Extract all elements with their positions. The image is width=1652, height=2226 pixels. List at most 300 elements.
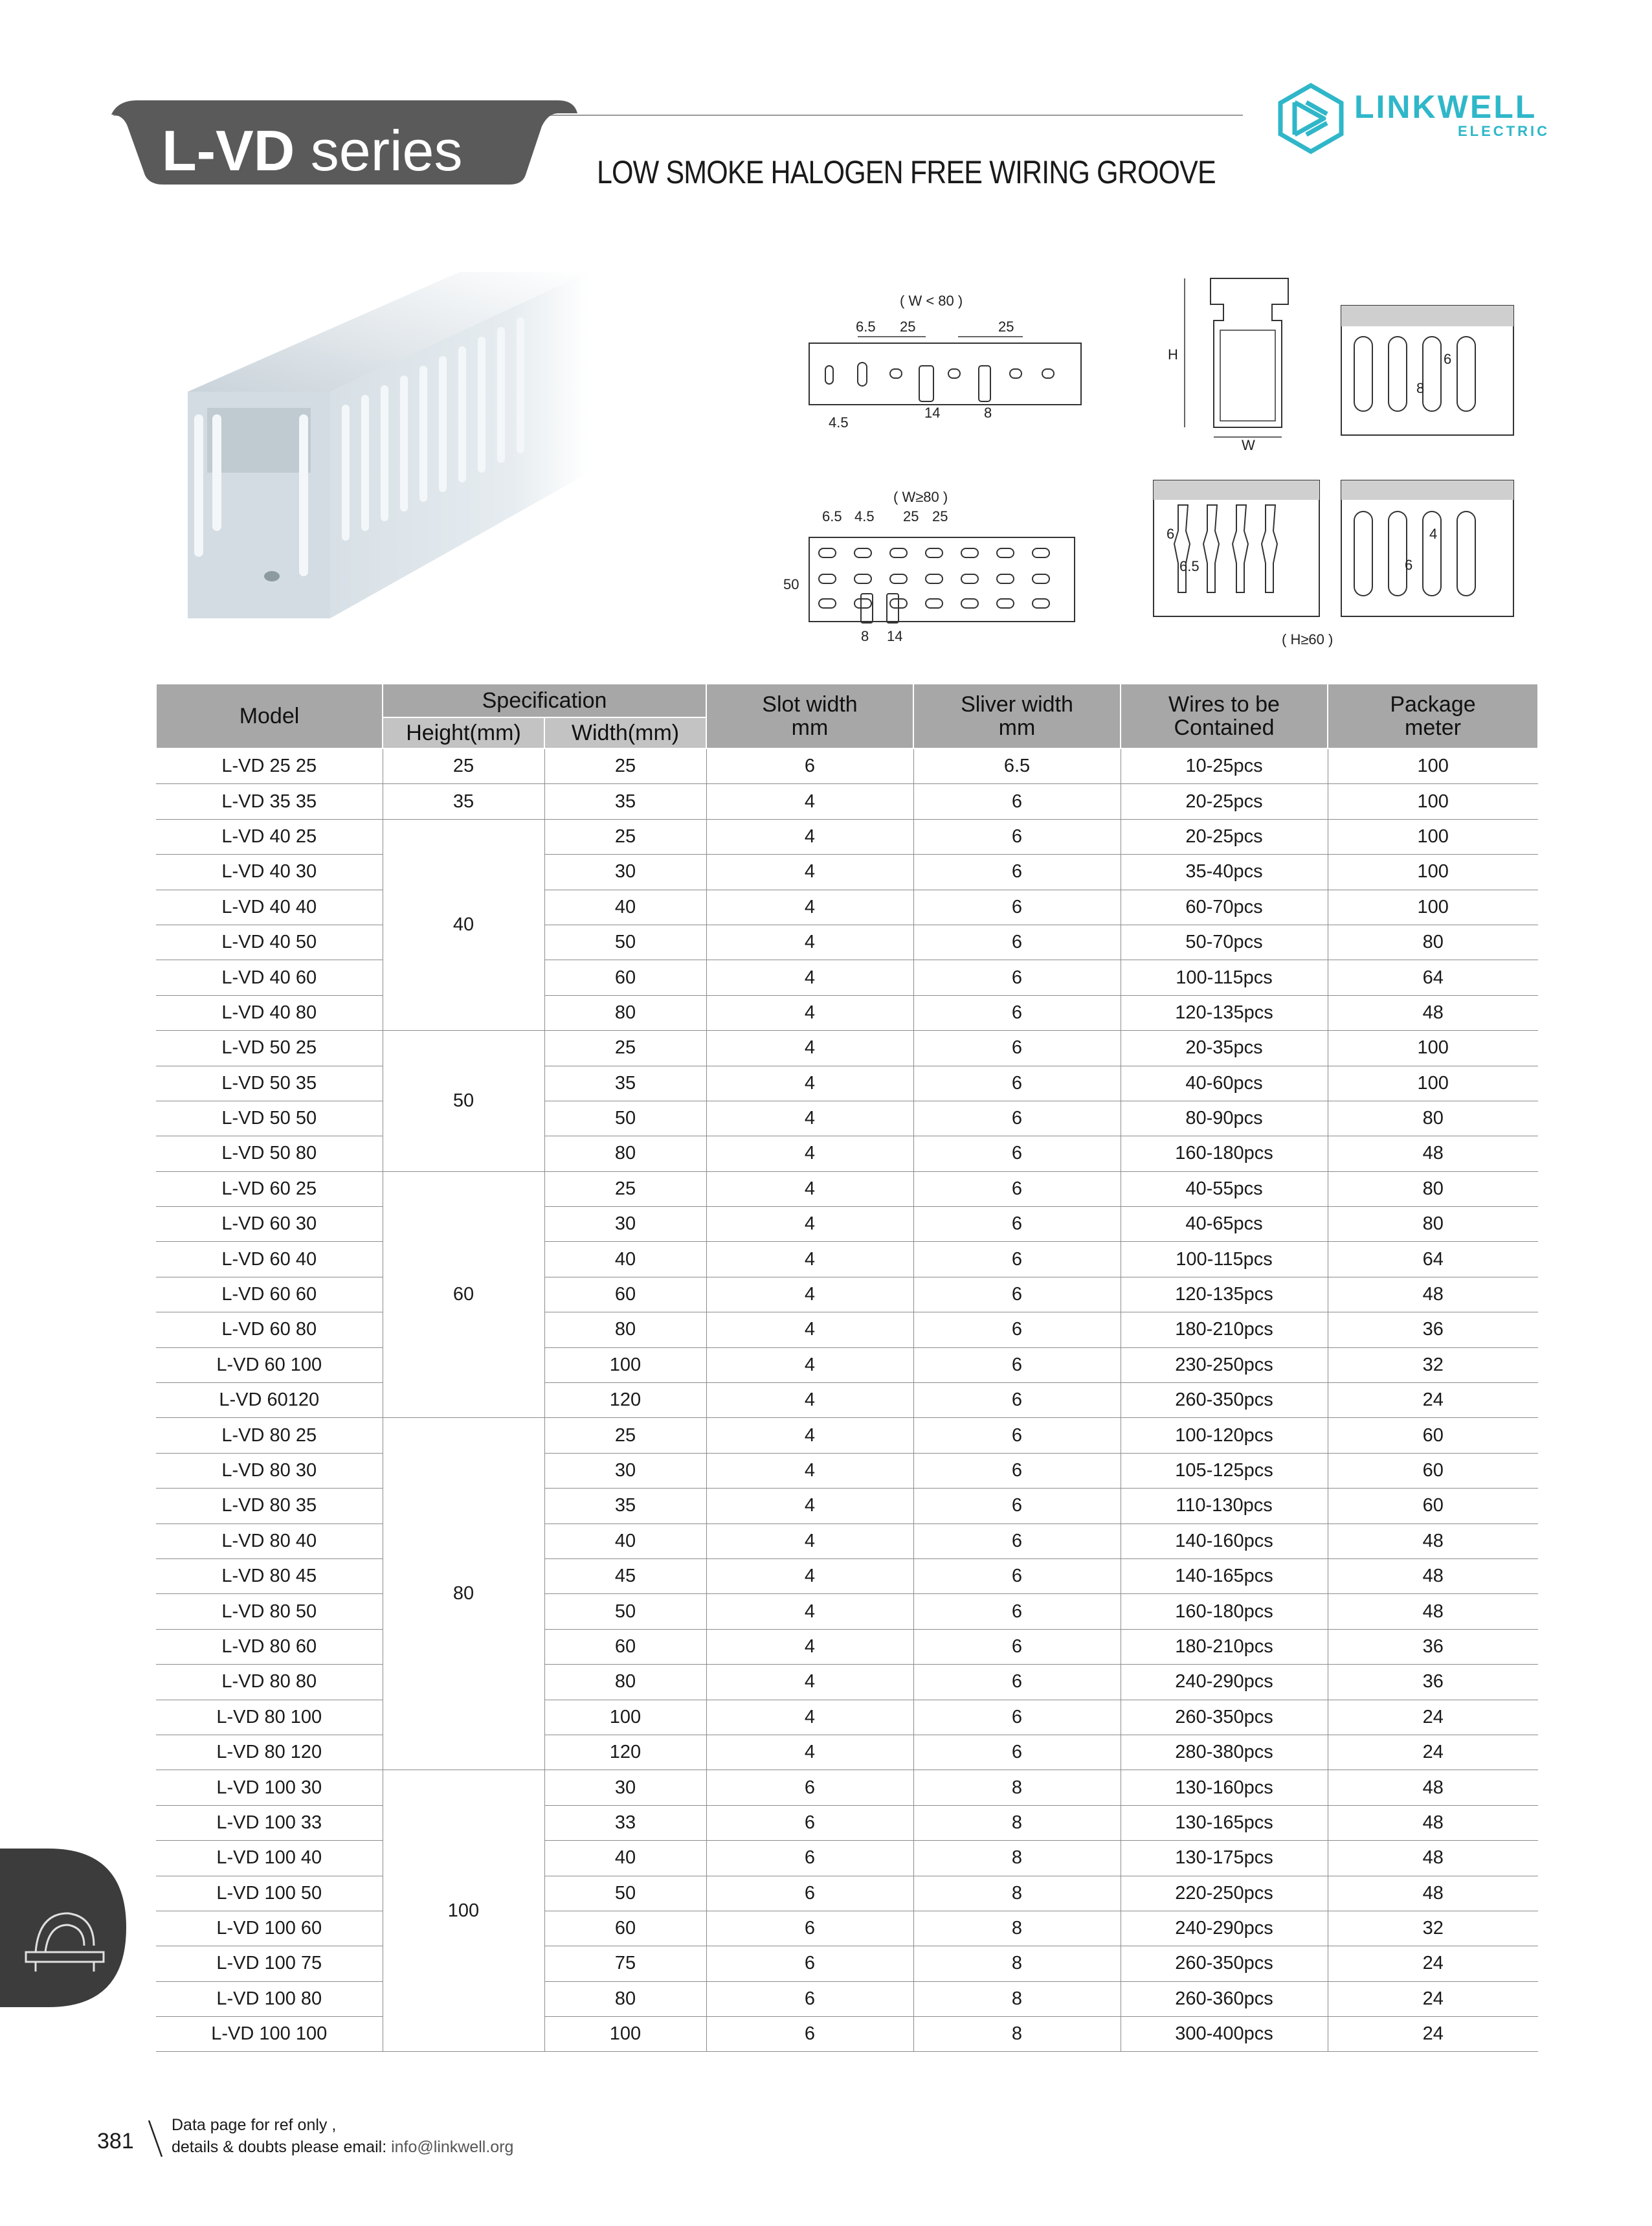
cell-wires: 100-120pcs (1121, 1418, 1328, 1453)
cell-sliver-width: 6 (913, 1489, 1121, 1523)
cell-package: 100 (1328, 1066, 1538, 1101)
cell-package: 48 (1328, 1876, 1538, 1911)
series-title: L-VD series (162, 118, 463, 183)
cell-package: 36 (1328, 1665, 1538, 1700)
cell-width: 60 (544, 960, 706, 995)
cell-model: L-VD 50 80 (156, 1136, 383, 1171)
cell-model: L-VD 100 50 (156, 1876, 383, 1911)
cell-sliver-width: 8 (913, 1841, 1121, 1876)
cell-model: L-VD 80 40 (156, 1523, 383, 1558)
table-row (156, 1981, 1538, 2016)
cell-wires: 40-60pcs (1121, 1066, 1328, 1101)
header-wires: Wires to be Contained (1121, 684, 1328, 748)
cell-slot-width: 6 (706, 1946, 913, 1981)
table-row (156, 1665, 1538, 1700)
cell-width: 35 (544, 1489, 706, 1523)
cell-model: L-VD 80 60 (156, 1629, 383, 1664)
cell-model: L-VD 100 100 (156, 2017, 383, 2052)
cell-height: 80 (383, 1418, 544, 1770)
cell-slot-width: 4 (706, 1383, 913, 1418)
cell-wires: 130-160pcs (1121, 1770, 1328, 1805)
svg-text:6: 6 (1444, 351, 1452, 367)
cell-width: 45 (544, 1558, 706, 1593)
cell-wires: 260-350pcs (1121, 1383, 1328, 1418)
table-row (156, 1841, 1538, 1876)
svg-text:( W≥80 ): ( W≥80 ) (893, 489, 948, 505)
cell-model: L-VD 100 40 (156, 1841, 383, 1876)
cell-model: L-VD 50 35 (156, 1066, 383, 1101)
cell-model: L-VD 60 40 (156, 1242, 383, 1277)
cell-width: 40 (544, 1523, 706, 1558)
cell-slot-width: 4 (706, 784, 913, 819)
cell-width: 25 (544, 819, 706, 854)
cell-slot-width: 4 (706, 1312, 913, 1347)
cell-slot-width: 4 (706, 890, 913, 925)
cell-slot-width: 4 (706, 1700, 913, 1735)
brand-name: LINKWELL (1354, 89, 1537, 125)
cell-wires: 140-160pcs (1121, 1523, 1328, 1558)
cell-wires: 100-115pcs (1121, 960, 1328, 995)
cell-slot-width: 4 (706, 1418, 913, 1453)
svg-text:( W < 80 ): ( W < 80 ) (900, 293, 963, 309)
table-row (156, 960, 1538, 995)
cell-sliver-width: 6 (913, 1066, 1121, 1101)
table-row (156, 1347, 1538, 1382)
header-height: Height(mm) (383, 717, 544, 748)
table-row (156, 748, 1538, 784)
svg-text:W: W (1242, 437, 1255, 453)
svg-text:6: 6 (1405, 557, 1413, 573)
cell-wires: 60-70pcs (1121, 890, 1328, 925)
cell-sliver-width: 6 (913, 995, 1121, 1030)
cell-width: 25 (544, 1171, 706, 1206)
cell-package: 48 (1328, 1558, 1538, 1593)
cell-model: L-VD 80 80 (156, 1665, 383, 1700)
cell-wires: 220-250pcs (1121, 1876, 1328, 1911)
cell-slot-width: 4 (706, 855, 913, 890)
cell-wires: 260-350pcs (1121, 1946, 1328, 1981)
table-row (156, 995, 1538, 1030)
cell-width: 50 (544, 1101, 706, 1136)
spec-table-body (156, 748, 1538, 2052)
cell-sliver-width: 8 (913, 1770, 1121, 1805)
cell-package: 24 (1328, 1981, 1538, 2016)
cell-height: 40 (383, 819, 544, 1030)
svg-text:50: 50 (783, 576, 799, 592)
table-row (156, 784, 1538, 819)
table-row (156, 1136, 1538, 1171)
svg-text:8: 8 (984, 405, 992, 421)
product-category-tab (0, 1849, 126, 2007)
cell-width: 40 (544, 890, 706, 925)
slot-plan-w-80-plus (783, 482, 1094, 651)
table-row (156, 819, 1538, 854)
cell-sliver-width: 6 (913, 1277, 1121, 1312)
svg-text:25: 25 (900, 319, 916, 335)
cell-sliver-width: 6 (913, 1101, 1121, 1136)
cell-sliver-width: 8 (913, 1981, 1121, 2016)
cell-model: L-VD 60120 (156, 1383, 383, 1418)
cell-model: L-VD 40 60 (156, 960, 383, 995)
cell-package: 48 (1328, 1523, 1538, 1558)
cell-sliver-width: 6 (913, 1558, 1121, 1593)
table-row (156, 1171, 1538, 1206)
cell-wires: 10-25pcs (1121, 748, 1328, 784)
cell-width: 35 (544, 784, 706, 819)
cell-slot-width: 6 (706, 2017, 913, 2052)
cell-wires: 40-65pcs (1121, 1207, 1328, 1242)
cell-model: L-VD 60 30 (156, 1207, 383, 1242)
cell-wires: 120-135pcs (1121, 1277, 1328, 1312)
cell-wires: 50-70pcs (1121, 925, 1328, 960)
cell-wires: 105-125pcs (1121, 1453, 1328, 1488)
cell-model: L-VD 80 100 (156, 1700, 383, 1735)
cell-package: 48 (1328, 1770, 1538, 1805)
cell-slot-width: 4 (706, 1171, 913, 1206)
cell-slot-width: 6 (706, 1876, 913, 1911)
cell-slot-width: 4 (706, 1489, 913, 1523)
cell-package: 24 (1328, 1700, 1538, 1735)
spec-table (155, 683, 1539, 2052)
table-row (156, 1700, 1538, 1735)
wiring-duct-product-image (175, 259, 589, 647)
cell-width: 25 (544, 1418, 706, 1453)
cell-sliver-width: 6 (913, 1312, 1121, 1347)
cell-width: 40 (544, 1242, 706, 1277)
cell-package: 48 (1328, 1594, 1538, 1629)
cell-wires: 20-35pcs (1121, 1031, 1328, 1066)
cell-package: 100 (1328, 819, 1538, 854)
svg-text:( H≥60 ): ( H≥60 ) (1282, 631, 1334, 647)
svg-text:6.5: 6.5 (1179, 558, 1200, 574)
cell-slot-width: 4 (706, 1453, 913, 1488)
cell-sliver-width: 6 (913, 1594, 1121, 1629)
cell-package: 48 (1328, 1841, 1538, 1876)
cell-width: 100 (544, 2017, 706, 2052)
cell-package: 24 (1328, 1383, 1538, 1418)
cell-wires: 180-210pcs (1121, 1629, 1328, 1664)
table-row (156, 1911, 1538, 1946)
cell-package: 64 (1328, 1242, 1538, 1277)
cell-wires: 35-40pcs (1121, 855, 1328, 890)
svg-text:8: 8 (861, 628, 869, 644)
cell-width: 80 (544, 1981, 706, 2016)
cell-model: L-VD 35 35 (156, 784, 383, 819)
cell-wires: 280-380pcs (1121, 1735, 1328, 1770)
cell-slot-width: 4 (706, 1523, 913, 1558)
table-row (156, 1418, 1538, 1453)
cell-width: 35 (544, 1066, 706, 1101)
header-package: Package meter (1328, 684, 1538, 748)
cell-slot-width: 4 (706, 1347, 913, 1382)
cell-width: 30 (544, 1770, 706, 1805)
cell-sliver-width: 8 (913, 2017, 1121, 2052)
cell-width: 120 (544, 1383, 706, 1418)
cell-wires: 120-135pcs (1121, 995, 1328, 1030)
cell-slot-width: 4 (706, 1629, 913, 1664)
cell-package: 24 (1328, 1946, 1538, 1981)
cell-model: L-VD 40 50 (156, 925, 383, 960)
cell-width: 40 (544, 1841, 706, 1876)
cell-slot-width: 4 (706, 1558, 913, 1593)
cell-model: L-VD 80 25 (156, 1418, 383, 1453)
cell-package: 60 (1328, 1453, 1538, 1488)
table-row (156, 1594, 1538, 1629)
brand-subtitle: ELECTRIC (1458, 123, 1550, 139)
cell-height: 35 (383, 784, 544, 819)
svg-text:25: 25 (998, 319, 1014, 335)
cell-model: L-VD 80 30 (156, 1453, 383, 1488)
cell-width: 60 (544, 1629, 706, 1664)
cell-width: 30 (544, 855, 706, 890)
cell-model: L-VD 80 50 (156, 1594, 383, 1629)
cell-width: 50 (544, 1594, 706, 1629)
page-subtitle: LOW SMOKE HALOGEN FREE WIRING GROOVE (597, 154, 1216, 190)
cell-sliver-width: 6 (913, 1171, 1121, 1206)
cell-sliver-width: 6 (913, 1629, 1121, 1664)
cell-package: 100 (1328, 784, 1538, 819)
detail-caption (1269, 625, 1372, 651)
cell-wires: 100-115pcs (1121, 1242, 1328, 1277)
cell-width: 80 (544, 1312, 706, 1347)
table-row (156, 1523, 1538, 1558)
cell-wires: 20-25pcs (1121, 819, 1328, 854)
cell-wires: 80-90pcs (1121, 1101, 1328, 1136)
cell-sliver-width: 6 (913, 1136, 1121, 1171)
cell-sliver-width: 6 (913, 1031, 1121, 1066)
table-row (156, 1101, 1538, 1136)
cell-slot-width: 4 (706, 1735, 913, 1770)
cell-sliver-width: 6 (913, 819, 1121, 854)
cell-sliver-width: 6 (913, 1735, 1121, 1770)
cell-wires: 180-210pcs (1121, 1312, 1328, 1347)
linkwell-logo-icon (1275, 83, 1346, 154)
table-row (156, 2017, 1538, 2052)
cell-wires: 300-400pcs (1121, 2017, 1328, 2052)
cell-width: 60 (544, 1277, 706, 1312)
cell-slot-width: 4 (706, 925, 913, 960)
slot-detail-a (1340, 304, 1515, 437)
slot-detail-b (1152, 479, 1321, 618)
cell-sliver-width: 6 (913, 925, 1121, 960)
cell-width: 50 (544, 1876, 706, 1911)
cell-sliver-width: 6 (913, 1700, 1121, 1735)
page-number: 381 (97, 2129, 134, 2153)
table-row (156, 1629, 1538, 1664)
svg-text:6: 6 (1166, 526, 1175, 542)
footer-email-link[interactable]: info@linkwell.org (391, 2138, 514, 2156)
cell-sliver-width: 8 (913, 1946, 1121, 1981)
cell-sliver-width: 6 (913, 1383, 1121, 1418)
cell-package: 80 (1328, 1207, 1538, 1242)
table-row (156, 1031, 1538, 1066)
cell-package: 36 (1328, 1312, 1538, 1347)
cell-model: L-VD 80 45 (156, 1558, 383, 1593)
header-sliver-width: Sliver width mm (913, 684, 1121, 748)
cell-width: 80 (544, 995, 706, 1030)
cell-slot-width: 6 (706, 1911, 913, 1946)
cell-model: L-VD 50 25 (156, 1031, 383, 1066)
cell-model: L-VD 100 33 (156, 1805, 383, 1840)
cell-height: 50 (383, 1031, 544, 1172)
svg-text:14: 14 (887, 628, 903, 644)
cell-sliver-width: 8 (913, 1876, 1121, 1911)
cell-package: 24 (1328, 1735, 1538, 1770)
cell-sliver-width: 6 (913, 890, 1121, 925)
table-row (156, 1207, 1538, 1242)
cell-slot-width: 6 (706, 1841, 913, 1876)
cell-slot-width: 4 (706, 1101, 913, 1136)
table-row (156, 1277, 1538, 1312)
svg-text:14: 14 (924, 405, 941, 421)
cell-model: L-VD 40 80 (156, 995, 383, 1030)
slash-divider (146, 2119, 165, 2158)
svg-text:6.5: 6.5 (856, 319, 876, 335)
cell-sliver-width: 6 (913, 784, 1121, 819)
table-row (156, 1946, 1538, 1981)
cell-wires: 240-290pcs (1121, 1911, 1328, 1946)
cell-package: 80 (1328, 1101, 1538, 1136)
cell-slot-width: 4 (706, 1031, 913, 1066)
cell-package: 48 (1328, 1805, 1538, 1840)
cell-sliver-width: 6 (913, 1347, 1121, 1382)
cell-package: 24 (1328, 2017, 1538, 2052)
cell-package: 48 (1328, 1277, 1538, 1312)
cell-model: L-VD 60 25 (156, 1171, 383, 1206)
cell-model: L-VD 100 80 (156, 1981, 383, 2016)
table-row (156, 1876, 1538, 1911)
cell-package: 48 (1328, 1136, 1538, 1171)
cell-slot-width: 6 (706, 1770, 913, 1805)
cell-width: 50 (544, 925, 706, 960)
cell-sliver-width: 6 (913, 960, 1121, 995)
cell-model: L-VD 25 25 (156, 748, 383, 784)
cell-sliver-width: 6.5 (913, 748, 1121, 784)
cell-package: 64 (1328, 960, 1538, 995)
cell-slot-width: 4 (706, 1207, 913, 1242)
slot-detail-c (1340, 479, 1515, 618)
cell-model: L-VD 40 25 (156, 819, 383, 854)
cell-model: L-VD 100 30 (156, 1770, 383, 1805)
cell-model: L-VD 40 40 (156, 890, 383, 925)
cell-width: 60 (544, 1911, 706, 1946)
cell-width: 25 (544, 748, 706, 784)
cell-slot-width: 4 (706, 1277, 913, 1312)
table-row (156, 1770, 1538, 1805)
cell-width: 120 (544, 1735, 706, 1770)
table-row (156, 855, 1538, 890)
cell-sliver-width: 8 (913, 1805, 1121, 1840)
cell-height: 25 (383, 748, 544, 784)
svg-text:H: H (1168, 346, 1178, 363)
table-row (156, 1735, 1538, 1770)
cell-sliver-width: 6 (913, 1523, 1121, 1558)
cell-wires: 240-290pcs (1121, 1665, 1328, 1700)
cell-sliver-width: 8 (913, 1911, 1121, 1946)
cell-sliver-width: 6 (913, 1453, 1121, 1488)
cell-width: 100 (544, 1700, 706, 1735)
cell-wires: 130-165pcs (1121, 1805, 1328, 1840)
cell-package: 100 (1328, 1031, 1538, 1066)
cell-wires: 130-175pcs (1121, 1841, 1328, 1876)
cell-wires: 160-180pcs (1121, 1594, 1328, 1629)
svg-text:25: 25 (932, 508, 948, 524)
header-specification: Specification (383, 684, 706, 717)
cell-model: L-VD 50 50 (156, 1101, 383, 1136)
table-row (156, 1489, 1538, 1523)
cell-package: 100 (1328, 890, 1538, 925)
cell-sliver-width: 6 (913, 1665, 1121, 1700)
cell-wires: 110-130pcs (1121, 1489, 1328, 1523)
cell-model: L-VD 60 60 (156, 1277, 383, 1312)
cell-width: 80 (544, 1136, 706, 1171)
duct-cross-section (1159, 265, 1308, 453)
cell-package: 32 (1328, 1911, 1538, 1946)
cell-sliver-width: 6 (913, 1418, 1121, 1453)
cell-wires: 140-165pcs (1121, 1558, 1328, 1593)
cell-slot-width: 4 (706, 1665, 913, 1700)
cell-slot-width: 4 (706, 995, 913, 1030)
cell-sliver-width: 6 (913, 855, 1121, 890)
cell-wires: 260-360pcs (1121, 1981, 1328, 2016)
cell-package: 80 (1328, 1171, 1538, 1206)
slot-plan-w-under-80 (796, 285, 1094, 434)
table-row (156, 1558, 1538, 1593)
cell-slot-width: 4 (706, 1136, 913, 1171)
cell-slot-width: 6 (706, 1981, 913, 2016)
cell-width: 30 (544, 1207, 706, 1242)
svg-text:25: 25 (903, 508, 919, 524)
cell-package: 60 (1328, 1418, 1538, 1453)
table-row (156, 890, 1538, 925)
cell-wires: 40-55pcs (1121, 1171, 1328, 1206)
table-row (156, 1805, 1538, 1840)
cell-slot-width: 4 (706, 1594, 913, 1629)
table-row (156, 1383, 1538, 1418)
cell-model: L-VD 60 100 (156, 1347, 383, 1382)
cell-slot-width: 4 (706, 1066, 913, 1101)
header-width: Width(mm) (544, 717, 706, 748)
table-row (156, 1066, 1538, 1101)
cell-height: 60 (383, 1171, 544, 1418)
cell-width: 25 (544, 1031, 706, 1066)
svg-text:6.5: 6.5 (822, 508, 842, 524)
footer-contact: details & doubts please email: info@linkwell.org (172, 2138, 514, 2156)
table-row (156, 1242, 1538, 1277)
cell-model: L-VD 80 120 (156, 1735, 383, 1770)
cell-width: 30 (544, 1453, 706, 1488)
cell-wires: 160-180pcs (1121, 1136, 1328, 1171)
cell-package: 32 (1328, 1347, 1538, 1382)
cell-model: L-VD 100 60 (156, 1911, 383, 1946)
table-row (156, 925, 1538, 960)
svg-text:4: 4 (1429, 526, 1438, 542)
table-row (156, 1453, 1538, 1488)
cell-wires: 230-250pcs (1121, 1347, 1328, 1382)
cell-width: 80 (544, 1665, 706, 1700)
cell-sliver-width: 6 (913, 1207, 1121, 1242)
svg-text:4.5: 4.5 (829, 414, 849, 431)
header-slot-width: Slot width mm (706, 684, 913, 748)
cell-model: L-VD 40 30 (156, 855, 383, 890)
cell-slot-width: 4 (706, 960, 913, 995)
header-model: Model (156, 684, 383, 748)
cell-width: 33 (544, 1805, 706, 1840)
cell-wires: 20-25pcs (1121, 784, 1328, 819)
cell-slot-width: 6 (706, 1805, 913, 1840)
cell-model: L-VD 100 75 (156, 1946, 383, 1981)
cell-model: L-VD 60 80 (156, 1312, 383, 1347)
